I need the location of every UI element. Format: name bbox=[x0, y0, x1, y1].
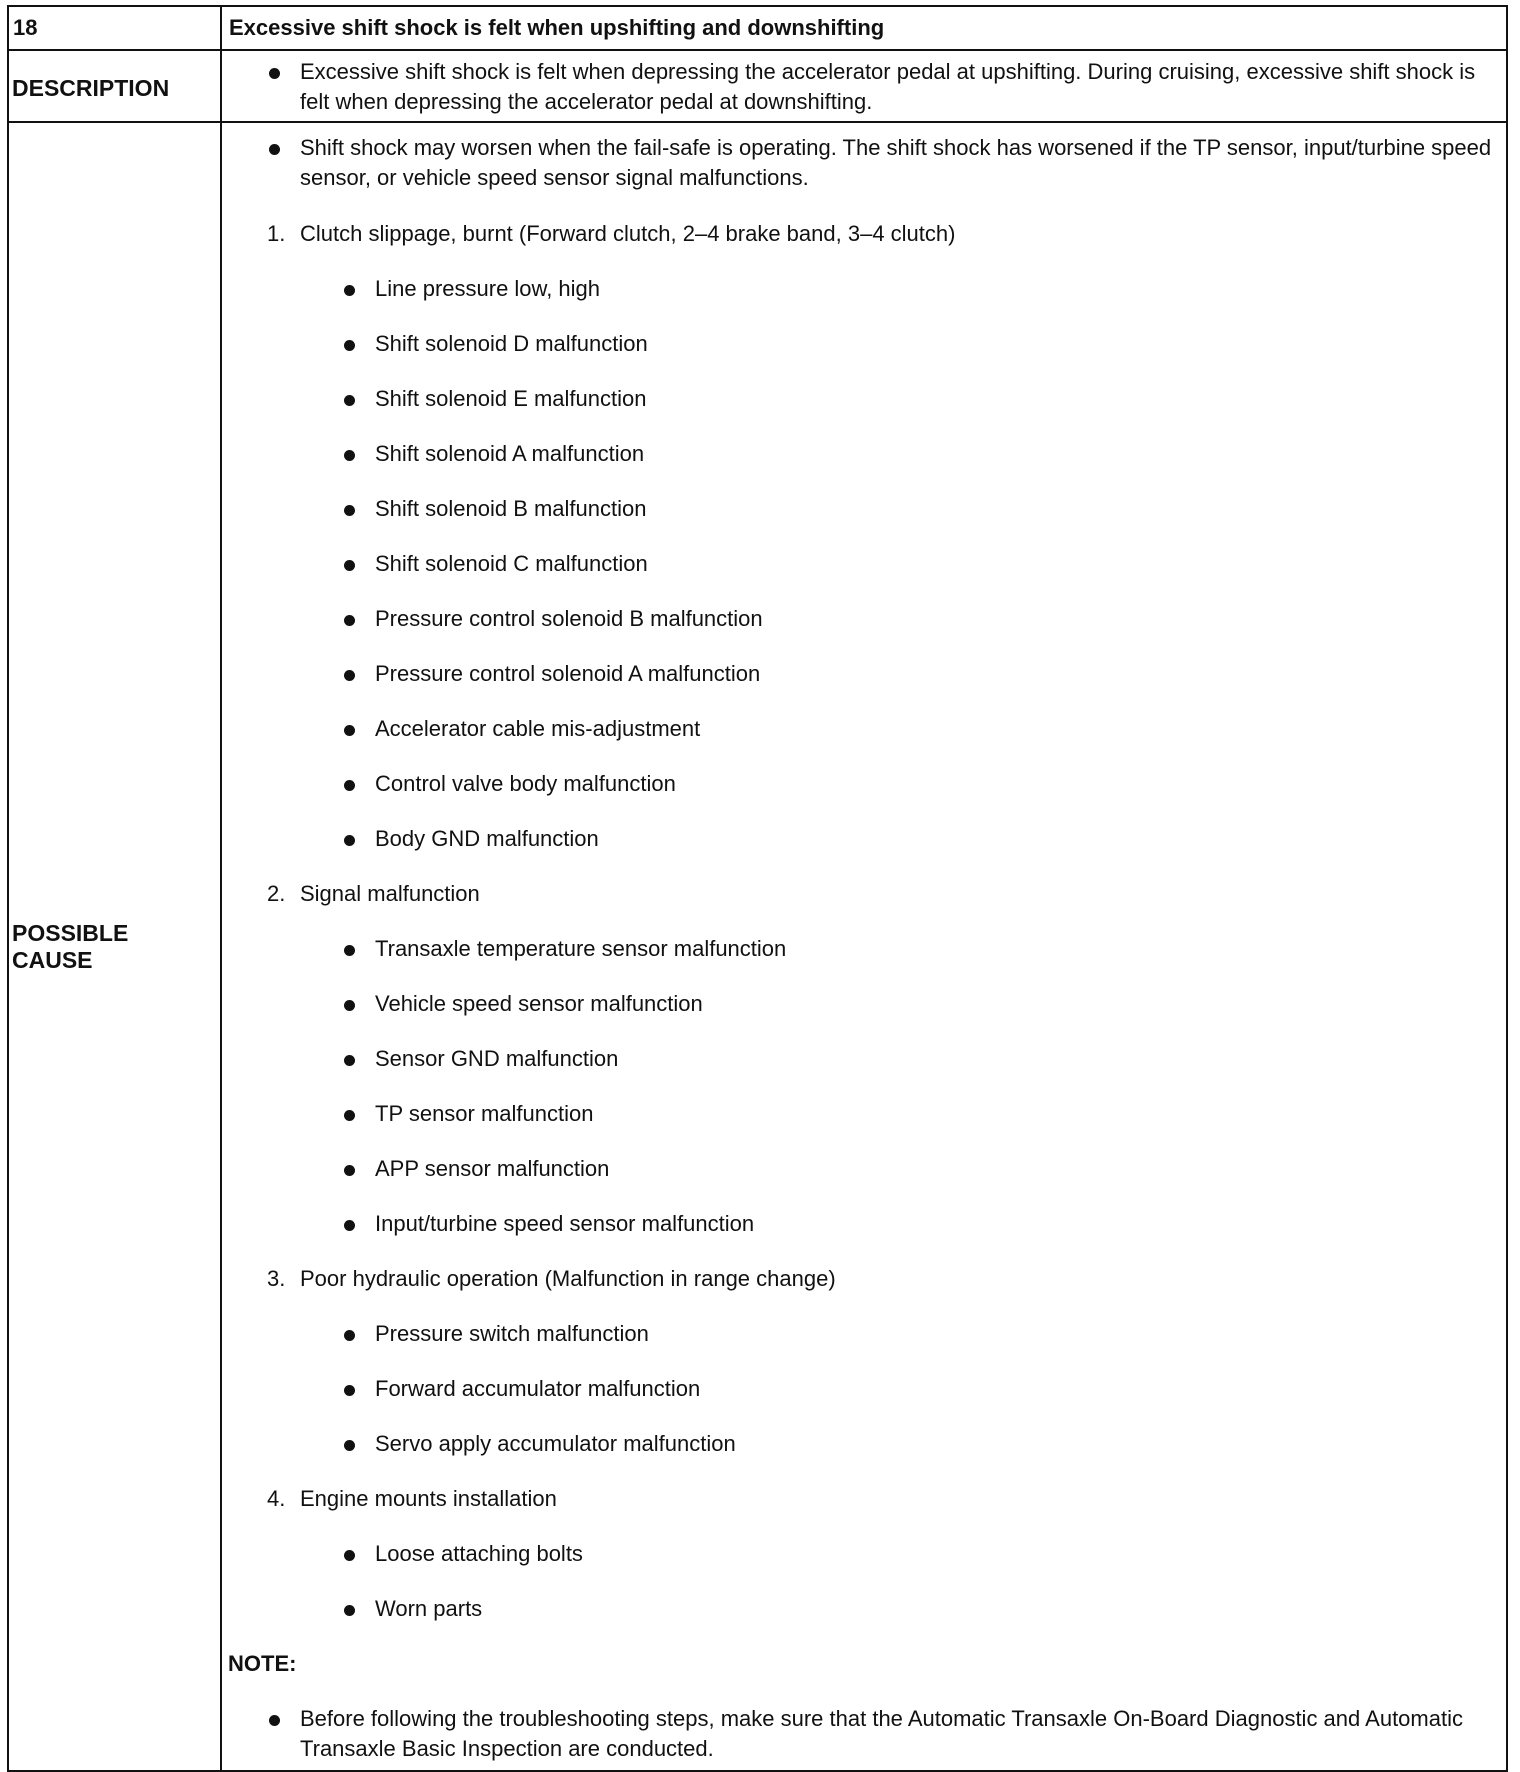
header-row bbox=[8, 6, 1507, 50]
note-text: Before following the troubleshooting steps, make sure that the Automatic Transaxle On-Board Diagnostic and Automatic Transaxle Basic Inspection are conducted. bbox=[300, 1706, 1463, 1761]
cause-item-text: Body GND malfunction bbox=[375, 826, 599, 851]
cause-item-text: Loose attaching bolts bbox=[375, 1541, 583, 1566]
bullet-icon bbox=[344, 1000, 355, 1011]
cause-item-text: Shift solenoid B malfunction bbox=[375, 496, 647, 521]
bullet-icon bbox=[344, 945, 355, 956]
cause-list-item bbox=[222, 659, 1506, 714]
cause-group-title-text: Clutch slippage, burnt (Forward clutch, 2–4 brake band, 3–4 clutch) bbox=[300, 221, 956, 246]
cause-list-item bbox=[222, 494, 1506, 549]
diagnostic-number: 18 bbox=[8, 6, 221, 50]
cause-group-title bbox=[222, 1484, 1506, 1539]
cause-intro-bullet bbox=[222, 133, 1506, 219]
cause-item-text: Shift solenoid A malfunction bbox=[375, 441, 645, 466]
cause-group-title bbox=[222, 219, 1506, 274]
cause-list-item bbox=[222, 1154, 1506, 1209]
bullet-icon bbox=[344, 725, 355, 736]
cause-list-item bbox=[222, 989, 1506, 1044]
troubleshooting-table bbox=[7, 5, 1508, 1772]
bullet-icon bbox=[344, 1440, 355, 1451]
cause-list-item bbox=[222, 934, 1506, 989]
cause-item-text: TP sensor malfunction bbox=[375, 1101, 594, 1126]
possible-cause-cell bbox=[221, 122, 1507, 1771]
cause-item-text: Pressure control solenoid B malfunction bbox=[375, 606, 763, 631]
cause-list-item bbox=[222, 274, 1506, 329]
cause-item-text: Accelerator cable mis-adjustment bbox=[375, 716, 701, 741]
cause-list-item bbox=[222, 824, 1506, 879]
bullet-icon bbox=[344, 1385, 355, 1396]
cause-list-item bbox=[222, 769, 1506, 824]
cause-intro-text: Shift shock may worsen when the fail-safe is operating. The shift shock has worsened if the TP sensor, input/turbine speed sensor, or vehicle speed sensor signal malfunctions. bbox=[300, 135, 1492, 190]
possible-cause-label bbox=[8, 122, 221, 1771]
cause-item-text: Worn parts bbox=[375, 1596, 483, 1621]
cause-list-item bbox=[222, 439, 1506, 494]
cause-group-number: 4. bbox=[267, 1486, 286, 1511]
description-label: DESCRIPTION bbox=[8, 50, 221, 122]
cause-item-text: Sensor GND malfunction bbox=[375, 1046, 619, 1071]
bullet-icon bbox=[344, 835, 355, 846]
cause-item-text: Input/turbine speed sensor malfunction bbox=[375, 1211, 755, 1236]
cause-list-item bbox=[222, 329, 1506, 384]
cause-list-item bbox=[222, 1099, 1506, 1154]
cause-group-number: 2. bbox=[267, 881, 286, 906]
cause-group-title bbox=[222, 879, 1506, 934]
cause-item-text: Pressure switch malfunction bbox=[375, 1321, 649, 1346]
bullet-icon bbox=[344, 615, 355, 626]
bullet-icon bbox=[344, 780, 355, 791]
bullet-icon bbox=[344, 1165, 355, 1176]
possible-cause-row bbox=[8, 122, 1507, 1771]
cause-list-item bbox=[222, 1374, 1506, 1429]
possible-cause-label-line1: POSSIBLE bbox=[12, 919, 129, 946]
description-text: Excessive shift shock is felt when depressing the accelerator pedal at upshifting. During cruising, excessive shift shock is felt when depressing the accelerator pedal at downshifting. bbox=[300, 59, 1476, 114]
cause-item-text: APP sensor malfunction bbox=[375, 1156, 610, 1181]
cause-list-item bbox=[222, 1539, 1506, 1594]
cause-list-item bbox=[222, 604, 1506, 659]
bullet-icon bbox=[344, 1220, 355, 1231]
bullet-icon bbox=[269, 1715, 280, 1726]
cause-item-text: Forward accumulator malfunction bbox=[375, 1376, 701, 1401]
cause-item-text: Servo apply accumulator malfunction bbox=[375, 1431, 736, 1456]
cause-group-title-text: Signal malfunction bbox=[300, 881, 480, 906]
bullet-icon bbox=[269, 144, 280, 155]
bullet-icon bbox=[344, 560, 355, 571]
bullet-icon bbox=[344, 670, 355, 681]
cause-item-text: Transaxle temperature sensor malfunction bbox=[375, 936, 787, 961]
bullet-icon bbox=[344, 395, 355, 406]
description-cell bbox=[221, 50, 1507, 122]
bullet-icon bbox=[344, 1330, 355, 1341]
cause-item-text: Shift solenoid C malfunction bbox=[375, 551, 648, 576]
cause-list-item bbox=[222, 714, 1506, 769]
bullet-icon bbox=[344, 505, 355, 516]
cause-group-title-text: Engine mounts installation bbox=[300, 1486, 557, 1511]
bullet-icon bbox=[344, 450, 355, 461]
bullet-icon bbox=[344, 1605, 355, 1616]
diagnostic-title: Excessive shift shock is felt when upshifting and downshifting bbox=[221, 6, 1507, 50]
cause-item-text: Shift solenoid E malfunction bbox=[375, 386, 647, 411]
bullet-icon bbox=[344, 285, 355, 296]
cause-item-text: Vehicle speed sensor malfunction bbox=[375, 991, 703, 1016]
cause-list-item bbox=[222, 549, 1506, 604]
cause-groups bbox=[222, 219, 1506, 1649]
cause-list-item bbox=[222, 1594, 1506, 1649]
bullet-icon bbox=[344, 1055, 355, 1066]
bullet-icon bbox=[344, 1110, 355, 1121]
cause-list-item bbox=[222, 1209, 1506, 1264]
cause-list-item bbox=[222, 384, 1506, 439]
cause-item-text: Control valve body malfunction bbox=[375, 771, 676, 796]
cause-item-text: Shift solenoid D malfunction bbox=[375, 331, 648, 356]
description-row bbox=[8, 50, 1507, 122]
cause-group-number: 1. bbox=[267, 221, 286, 246]
cause-list-item bbox=[222, 1044, 1506, 1099]
bullet-icon bbox=[344, 340, 355, 351]
bullet-icon bbox=[344, 1550, 355, 1561]
description-bullet bbox=[222, 57, 1506, 117]
cause-group-title bbox=[222, 1264, 1506, 1319]
cause-list-item bbox=[222, 1319, 1506, 1374]
cause-list-item bbox=[222, 1429, 1506, 1484]
cause-group-title-text: Poor hydraulic operation (Malfunction in range change) bbox=[300, 1266, 836, 1291]
note-label: NOTE: bbox=[228, 1651, 297, 1676]
cause-item-text: Line pressure low, high bbox=[375, 276, 601, 301]
possible-cause-label-line2: CAUSE bbox=[12, 946, 93, 973]
cause-group-number: 3. bbox=[267, 1266, 286, 1291]
note-bullet bbox=[222, 1704, 1506, 1764]
bullet-icon bbox=[269, 68, 280, 79]
cause-item-text: Pressure control solenoid A malfunction bbox=[375, 661, 761, 686]
